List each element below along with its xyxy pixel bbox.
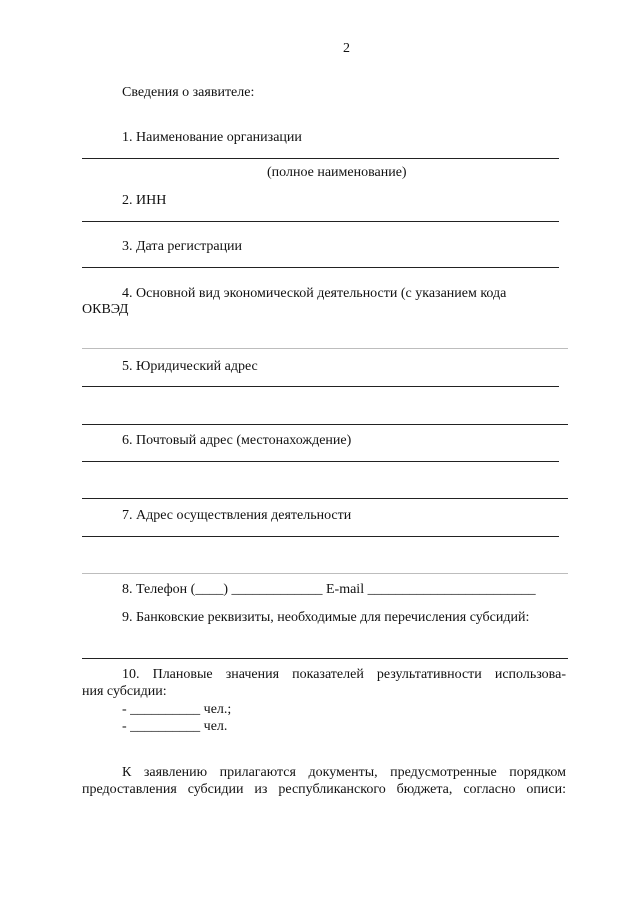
inn-line[interactable] — [82, 221, 559, 222]
activity-address-label: 7. Адрес осуществления деятельности — [122, 508, 352, 523]
activity-label-line2: ОКВЭД — [82, 302, 129, 317]
postal-address-label: 6. Почтовый адрес (местонахождение) — [122, 433, 352, 448]
closing-line2: предоставления субсидии из республиканского бюджета, согласно описи: — [82, 782, 566, 797]
org-name-label: 1. Наименование организации — [122, 130, 302, 145]
reg-date-label: 3. Дата регистрации — [122, 239, 243, 254]
activity-address-line1[interactable] — [82, 536, 559, 537]
indicators-label-line2: ния субсидии: — [82, 684, 167, 699]
activity-label-line1: 4. Основной вид экономической деятельности (с указанием кода — [122, 286, 507, 301]
page-number: 2 — [343, 41, 350, 56]
legal-address-line2[interactable] — [82, 424, 568, 425]
activity-line[interactable] — [82, 348, 568, 349]
org-name-hint: (полное наименование) — [267, 165, 407, 180]
legal-address-line1[interactable] — [82, 386, 559, 387]
postal-address-line1[interactable] — [82, 461, 559, 462]
closing-line1: К заявлению прилагаются документы, предусмотренные порядком — [122, 765, 566, 780]
indicator-item-2[interactable]: - __________ чел. — [122, 719, 228, 734]
indicator-item-1[interactable]: - __________ чел.; — [122, 702, 232, 717]
org-name-line[interactable] — [82, 158, 559, 159]
activity-address-line2[interactable] — [82, 573, 568, 574]
reg-date-line[interactable] — [82, 267, 559, 268]
inn-label: 2. ИНН — [122, 193, 167, 208]
bank-details-label: 9. Банковские реквизиты, необходимые для перечисления субсидий: — [122, 610, 530, 625]
phone-email-row[interactable]: 8. Телефон (____) _____________ E-mail ________________________ — [122, 582, 536, 597]
indicators-label-line1: 10. Плановые значения показателей результативности использова- — [122, 667, 566, 682]
legal-address-label: 5. Юридический адрес — [122, 359, 258, 374]
section-heading: Сведения о заявителе: — [122, 85, 255, 100]
postal-address-line2[interactable] — [82, 498, 568, 499]
bank-details-line[interactable] — [82, 658, 568, 659]
